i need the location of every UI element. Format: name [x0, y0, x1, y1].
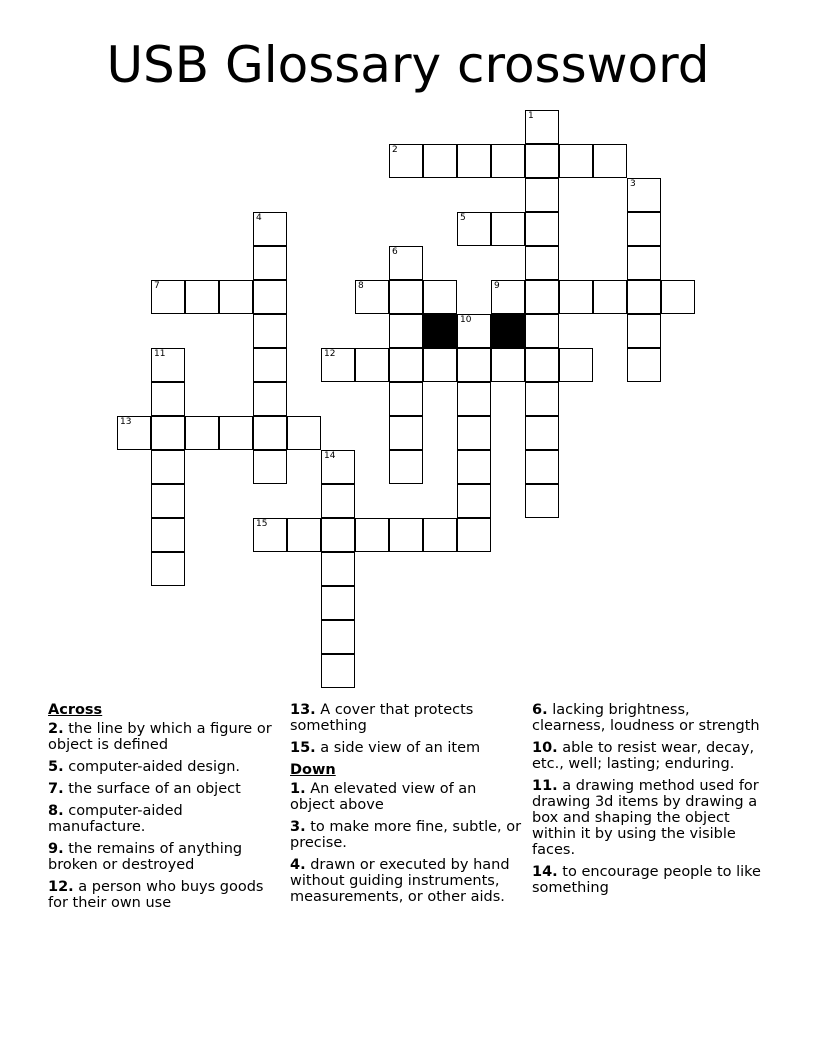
grid-cell[interactable] [253, 280, 287, 314]
clue-text: the surface of an object [63, 781, 241, 797]
clue-number: 6 [392, 247, 398, 257]
across-clue-list [48, 721, 280, 911]
clue [48, 721, 280, 753]
clue-number: 5. [48, 759, 64, 775]
clue-text: to make more fine, subtle, or precise. [290, 819, 522, 851]
grid-cell[interactable] [627, 314, 661, 348]
grid-cell[interactable] [321, 450, 355, 484]
grid-cell[interactable] [321, 518, 355, 552]
grid-cell[interactable] [423, 518, 457, 552]
clues-column-1 [48, 702, 280, 917]
grid-cell[interactable] [185, 280, 219, 314]
grid-cell[interactable] [593, 144, 627, 178]
clue-text: computer-aided manufacture. [48, 803, 183, 835]
grid-cell[interactable] [627, 246, 661, 280]
grid-cell[interactable] [151, 416, 185, 450]
grid-cell[interactable] [525, 348, 559, 382]
clue-text: computer-aided design. [63, 759, 241, 775]
grid-cell[interactable] [219, 280, 253, 314]
grid-cell[interactable] [389, 280, 423, 314]
grid-cell[interactable] [253, 348, 287, 382]
down-clue-list-continued [532, 702, 764, 896]
grid-cell[interactable] [491, 144, 525, 178]
blocked-cell [423, 314, 457, 348]
grid-cell[interactable] [389, 450, 423, 484]
grid-cell[interactable] [457, 450, 491, 484]
clue-number: 1 [528, 111, 534, 121]
grid-cell[interactable] [253, 518, 287, 552]
grid-cell[interactable] [253, 382, 287, 416]
grid-cell[interactable] [525, 280, 559, 314]
clue-text: a drawing method used for drawing 3d items by drawing a box and shaping the object within it by using the visible faces. [532, 778, 759, 858]
clue-text: to encourage people to like something [532, 864, 761, 896]
grid-cell[interactable] [457, 314, 491, 348]
grid-cell[interactable] [525, 144, 559, 178]
clue-number: 15 [256, 519, 268, 529]
grid-cell[interactable] [525, 450, 559, 484]
clue-text: the remains of anything broken or destroyed [48, 841, 243, 873]
clue [532, 864, 764, 896]
grid-cell[interactable] [151, 484, 185, 518]
grid-cell[interactable] [253, 314, 287, 348]
grid-cell[interactable] [185, 416, 219, 450]
clue-number: 13 [120, 417, 132, 427]
grid-cell[interactable] [525, 110, 559, 144]
grid-cell[interactable] [627, 178, 661, 212]
grid-cell[interactable] [253, 416, 287, 450]
grid-cell[interactable] [389, 518, 423, 552]
down-clue-list [290, 781, 522, 905]
clue-number: 14. [532, 864, 558, 880]
across-clue-list-continued [290, 702, 522, 756]
grid-cell[interactable] [559, 348, 593, 382]
grid-cell[interactable] [423, 280, 457, 314]
grid-cell[interactable] [151, 552, 185, 586]
grid-cell[interactable] [627, 348, 661, 382]
grid-cell[interactable] [525, 212, 559, 246]
clue-text: able to resist wear, decay, etc., well; lasting; enduring. [532, 740, 755, 772]
clue [290, 702, 522, 734]
clue [48, 879, 280, 911]
clue-text: a side view of an item [315, 740, 481, 756]
grid-cell[interactable] [389, 348, 423, 382]
grid-cell[interactable] [525, 382, 559, 416]
clue-number: 3. [290, 819, 306, 835]
grid-cell[interactable] [151, 382, 185, 416]
grid-cell[interactable] [491, 280, 525, 314]
grid-cell[interactable] [627, 280, 661, 314]
clue-number: 12 [324, 349, 336, 359]
clue-number: 10. [532, 740, 558, 756]
clues-column-3 [532, 702, 764, 902]
grid-cell[interactable] [525, 246, 559, 280]
clue-number: 3 [630, 179, 636, 189]
blocked-cell [491, 314, 525, 348]
down-heading: Down [290, 762, 336, 778]
grid-cell[interactable] [525, 416, 559, 450]
clue-text: An elevated view of an object above [290, 781, 477, 813]
grid-cell[interactable] [321, 654, 355, 688]
clue-number: 14 [324, 451, 336, 461]
grid-cell[interactable] [151, 450, 185, 484]
grid-cell[interactable] [491, 348, 525, 382]
grid-cell[interactable] [627, 212, 661, 246]
clue-number: 9 [494, 281, 500, 291]
grid-cell[interactable] [525, 314, 559, 348]
clue-text: A cover that protects something [290, 702, 474, 734]
clue-number: 1. [290, 781, 306, 797]
grid-cell[interactable] [321, 552, 355, 586]
clue [290, 819, 522, 851]
clue [290, 857, 522, 905]
grid-cell[interactable] [321, 586, 355, 620]
across-heading: Across [48, 702, 103, 718]
grid-cell[interactable] [253, 246, 287, 280]
grid-cell[interactable] [457, 212, 491, 246]
grid-cell[interactable] [525, 484, 559, 518]
grid-cell[interactable] [253, 450, 287, 484]
grid-cell[interactable] [389, 382, 423, 416]
clue-text: drawn or executed by hand without guiding instruments, measurements, or other aids. [290, 857, 510, 905]
clue [532, 740, 764, 772]
puzzle-title: USB Glossary crossword [106, 36, 710, 94]
clue-number: 7. [48, 781, 64, 797]
clue-number: 2 [392, 145, 398, 155]
clue [532, 778, 764, 858]
clue-text: the line by which a figure or object is defined [48, 721, 272, 753]
clue-number: 4 [256, 213, 262, 223]
clue-number: 5 [460, 213, 466, 223]
grid-cell[interactable] [457, 416, 491, 450]
clue-number: 2. [48, 721, 64, 737]
grid-cell[interactable] [423, 144, 457, 178]
grid-cell[interactable] [321, 348, 355, 382]
clue-number: 7 [154, 281, 160, 291]
clue-number: 6. [532, 702, 548, 718]
clue-number: 10 [460, 315, 472, 325]
grid-cell[interactable] [355, 280, 389, 314]
grid-cell[interactable] [457, 484, 491, 518]
grid-cell[interactable] [457, 382, 491, 416]
clue-number: 12. [48, 879, 74, 895]
grid-cell[interactable] [117, 416, 151, 450]
grid-cell[interactable] [151, 518, 185, 552]
grid-cell[interactable] [389, 314, 423, 348]
clues-column-2 [290, 702, 522, 911]
grid-cell[interactable] [151, 280, 185, 314]
grid-cell[interactable] [559, 144, 593, 178]
grid-cell[interactable] [559, 280, 593, 314]
grid-cell[interactable] [389, 246, 423, 280]
grid-cell[interactable] [491, 212, 525, 246]
grid-cell[interactable] [287, 416, 321, 450]
grid-cell[interactable] [661, 280, 695, 314]
clue-number: 15. [290, 740, 316, 756]
grid-cell[interactable] [457, 518, 491, 552]
grid-cell[interactable] [525, 178, 559, 212]
clue-number: 9. [48, 841, 64, 857]
grid-cell[interactable] [355, 348, 389, 382]
grid-cell[interactable] [593, 280, 627, 314]
clue [290, 740, 522, 756]
grid-cell[interactable] [219, 416, 253, 450]
grid-cell[interactable] [423, 348, 457, 382]
grid-cell[interactable] [321, 620, 355, 654]
clue [290, 781, 522, 813]
grid-cell[interactable] [287, 518, 321, 552]
clue-number: 11 [154, 349, 166, 359]
clue-number: 4. [290, 857, 306, 873]
grid-cell[interactable] [457, 348, 491, 382]
clue-number: 13. [290, 702, 316, 718]
grid-cell[interactable] [321, 484, 355, 518]
clue-text: a person who buys goods for their own use [48, 879, 264, 911]
grid-cell[interactable] [355, 518, 389, 552]
grid-cell[interactable] [253, 212, 287, 246]
clue [48, 841, 280, 873]
grid-cell[interactable] [151, 348, 185, 382]
grid-cell[interactable] [457, 144, 491, 178]
clue-number: 11. [532, 778, 558, 794]
clue [48, 759, 280, 775]
clue-text: lacking brightness, clearness, loudness or strength [532, 702, 760, 734]
grid-cell[interactable] [389, 416, 423, 450]
clue [532, 702, 764, 734]
clue-number: 8. [48, 803, 64, 819]
clue [48, 803, 280, 835]
clue-number: 8 [358, 281, 364, 291]
clue [48, 781, 280, 797]
grid-cell[interactable] [389, 144, 423, 178]
